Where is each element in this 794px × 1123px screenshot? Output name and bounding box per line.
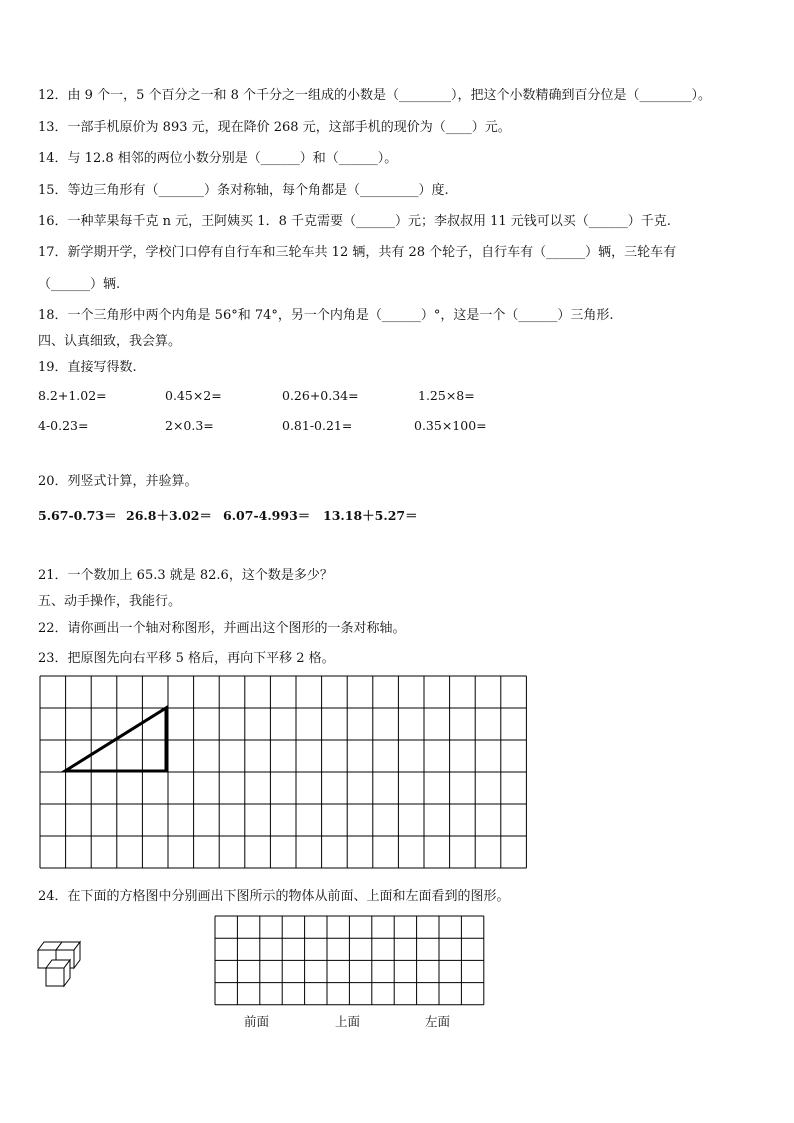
question-19: 19．直接写得数. xyxy=(38,360,137,375)
question-18: 18．一个三角形中两个内角是 56°和 74°，另一个内角是（______）°，这是一个（______）三角形. xyxy=(38,308,614,323)
vertical-calc-item: 6.07-4.993＝ xyxy=(223,508,311,523)
question-20: 20．列竖式计算，并验算。 xyxy=(38,474,198,489)
left-view-label: 左面 xyxy=(425,1014,451,1029)
question-12: 12．由 9 个一，5 个百分之一和 8 个千分之一组成的小数是（________），把这个小数精确到百分位是（________）。 xyxy=(38,88,712,103)
question-15: 15．等边三角形有（_______）条对称轴，每个角都是（_________）度. xyxy=(38,183,449,198)
calc-item: 8.2+1.02= xyxy=(38,388,107,403)
question-23: 23．把原图先向右平移 5 格后，再向下平移 2 格。 xyxy=(38,651,335,666)
calc-item: 0.35×100= xyxy=(414,418,487,433)
question-14: 14．与 12.8 相邻的两位小数分别是（______）和（______）。 xyxy=(38,151,398,166)
vertical-calc-item: 5.67-0.73＝ xyxy=(38,508,117,523)
question-24: 24．在下面的方格图中分别画出下图所示的物体从前面、上面和左面看到的图形。 xyxy=(38,889,510,904)
question-17: 17．新学期开学，学校门口停有自行车和三轮车共 12 辆，共有 28 个轮子，自行车有（______）辆，三轮车有 xyxy=(38,245,677,260)
calc-item: 2×0.3= xyxy=(165,418,214,433)
front-view-label: 前面 xyxy=(244,1014,270,1029)
calc-item: 0.26+0.34= xyxy=(282,388,359,403)
calc-item: 1.25×8= xyxy=(418,388,475,403)
calc-item: 4-0.23= xyxy=(38,418,89,433)
translation-grid xyxy=(38,674,530,870)
question-21: 21．一个数加上 65.3 就是 82.6，这个数是多少？ xyxy=(38,568,333,583)
question-17-continued: （______）辆. xyxy=(38,277,121,292)
calc-item: 0.81-0.21= xyxy=(282,418,353,433)
top-view-label: 上面 xyxy=(335,1014,361,1029)
views-grid xyxy=(214,915,486,1007)
vertical-calc-item: 13.18＋5.27＝ xyxy=(323,508,418,523)
section-4-heading: 四、认真细致，我会算。 xyxy=(38,334,182,349)
calc-item: 0.45×2= xyxy=(165,388,222,403)
vertical-calc-item: 26.8＋3.02＝ xyxy=(126,508,212,523)
section-5-heading: 五、动手操作，我能行。 xyxy=(38,594,182,609)
question-22: 22．请你画出一个轴对称图形，并画出这个图形的一条对称轴。 xyxy=(38,621,406,636)
question-13: 13．一部手机原价为 893 元，现在降价 268 元，这部手机的现价为（____）元。 xyxy=(38,120,511,135)
cube-stack-figure xyxy=(34,938,84,990)
question-16: 16．一种苹果每千克 n 元，王阿姨买 1．8 千克需要（______）元；李叔叔用 11 元钱可以买（______）千克. xyxy=(38,214,671,229)
